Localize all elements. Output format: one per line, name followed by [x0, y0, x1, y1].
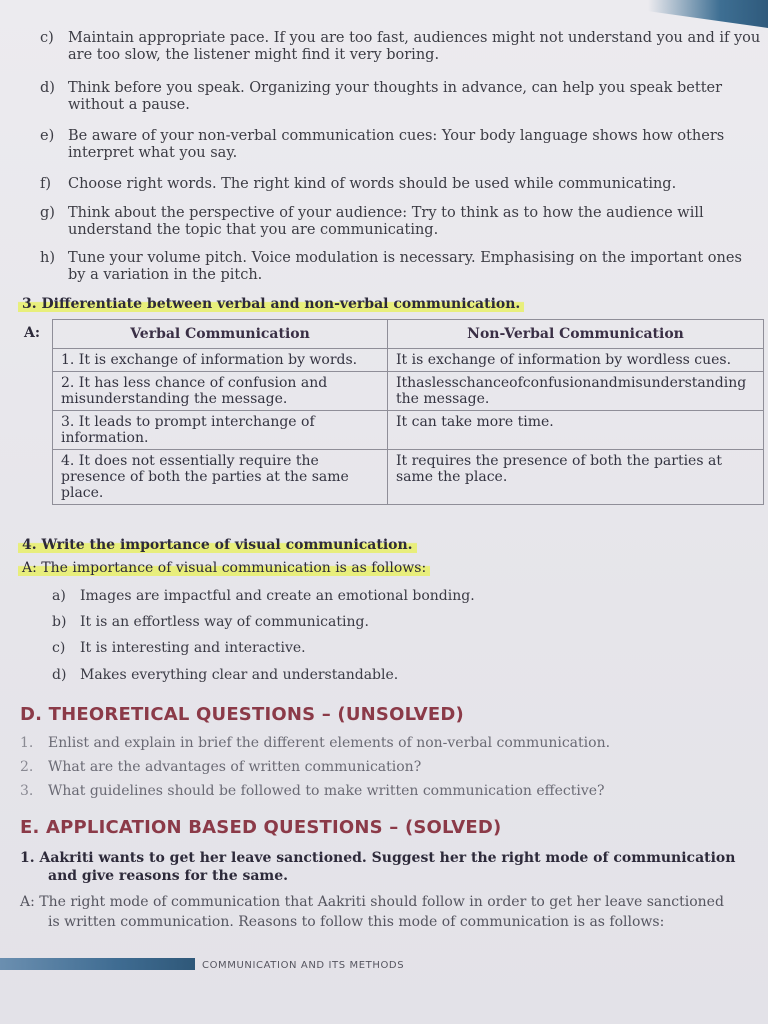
item-text-cont: are too slow, the listener might find it very boring. [68, 47, 440, 63]
application-question-line: 1. Aakriti wants to get her leave sanctioned. Suggest her the right mode of communication [20, 850, 736, 866]
item-text: Choose right words. The right kind of words should be used while communicating. [68, 176, 677, 192]
item-text: What are the advantages of written communication? [48, 759, 422, 775]
item-marker: 3. [20, 783, 34, 799]
question-4-heading: 4. Write the importance of visual communication. [18, 537, 417, 553]
list-item [40, 80, 722, 114]
item-marker: f) [40, 176, 52, 192]
item-text: Images are impactful and create an emotional bonding. [80, 588, 475, 604]
table-row [53, 450, 764, 505]
item-text: Think about the perspective of your audience: Try to think as to how the audience will [68, 205, 704, 221]
list-item [52, 614, 369, 630]
item-marker: c) [52, 640, 66, 656]
item-text: It is an effortless way of communicating. [80, 614, 369, 630]
section-d-title: D. THEORETICAL QUESTIONS – (UNSOLVED) [20, 704, 464, 725]
item-text: Enlist and explain in brief the different elements of non-verbal communication. [48, 735, 611, 751]
table-row [53, 411, 764, 450]
list-item [40, 30, 760, 64]
item-marker: d) [52, 667, 67, 683]
nonverbal-cell: It can take more time. [388, 411, 764, 450]
list-item [52, 588, 475, 604]
nonverbal-cell: Ithaslesschanceofconfusionandmisunderstanding the message. [388, 372, 764, 411]
list-item [40, 205, 704, 239]
page-corner-band [648, 0, 768, 28]
item-text: Maintain appropriate pace. If you are too fast, audiences might not understand you and if you [68, 30, 761, 46]
table-row [53, 372, 764, 411]
item-text: Think before you speak. Organizing your thoughts in advance, can help you speak better [68, 80, 723, 96]
question-4-answer: A: The importance of visual communication is as follows: [18, 560, 430, 576]
item-marker: e) [40, 128, 55, 144]
application-answer-line: A: The right mode of communication that Aakriti should follow in order to get her leave sanctioned [20, 894, 724, 910]
item-marker: h) [40, 250, 55, 266]
item-marker: 1. [20, 735, 34, 751]
item-marker: 2. [20, 759, 34, 775]
item-marker: g) [40, 205, 55, 221]
application-question-line: and give reasons for the same. [48, 868, 289, 884]
item-text: Makes everything clear and understandable. [80, 667, 399, 683]
nonverbal-cell: It is exchange of information by wordless cues. [388, 349, 764, 372]
section-e-title: E. APPLICATION BASED QUESTIONS – (SOLVED) [20, 817, 502, 838]
nonverbal-cell: It requires the presence of both the parties at same the place. [388, 450, 764, 505]
item-marker: b) [52, 614, 67, 630]
verbal-cell: 1. It is exchange of information by words. [53, 349, 388, 372]
list-item [52, 640, 306, 656]
verbal-cell: 3. It leads to prompt interchange of information. [53, 411, 388, 450]
comparison-table [52, 319, 764, 505]
column-header-nonverbal: Non-Verbal Communication [388, 320, 764, 349]
item-marker: a) [52, 588, 66, 604]
table-row [53, 349, 764, 372]
item-marker: d) [40, 80, 55, 96]
list-item [20, 783, 605, 799]
question-3-heading: 3. Differentiate between verbal and non-verbal communication. [18, 296, 524, 312]
column-header-verbal: Verbal Communication [53, 320, 388, 349]
application-answer-line: is written communication. Reasons to follow this mode of communication is as follows: [48, 914, 665, 930]
footer-bar [0, 958, 195, 970]
item-text-cont: interpret what you say. [68, 145, 238, 161]
page-footer [0, 956, 768, 976]
item-text-cont: without a pause. [68, 97, 190, 113]
item-text: It is interesting and interactive. [80, 640, 306, 656]
item-text: Tune your volume pitch. Voice modulation is necessary. Emphasising on the important ones [68, 250, 742, 266]
verbal-cell: 4. It does not essentially require the presence of both the parties at the same place. [53, 450, 388, 505]
list-item [40, 250, 742, 284]
answer-marker: A: [24, 325, 41, 341]
footer-text: COMMUNICATION AND ITS METHODS [202, 960, 405, 971]
verbal-cell: 2. It has less chance of confusion and misunderstanding the message. [53, 372, 388, 411]
list-item [20, 759, 421, 775]
list-item [52, 667, 398, 683]
item-marker: c) [40, 30, 54, 46]
list-item [40, 128, 724, 162]
list-item [20, 735, 610, 751]
list-item [40, 176, 676, 193]
table-header-row [53, 320, 764, 349]
item-text-cont: by a variation in the pitch. [68, 267, 263, 283]
item-text-cont: understand the topic that you are communicating. [68, 222, 439, 238]
item-text: What guidelines should be followed to make written communication effective? [48, 783, 605, 799]
item-text: Be aware of your non-verbal communication cues: Your body language shows how others [68, 128, 725, 144]
